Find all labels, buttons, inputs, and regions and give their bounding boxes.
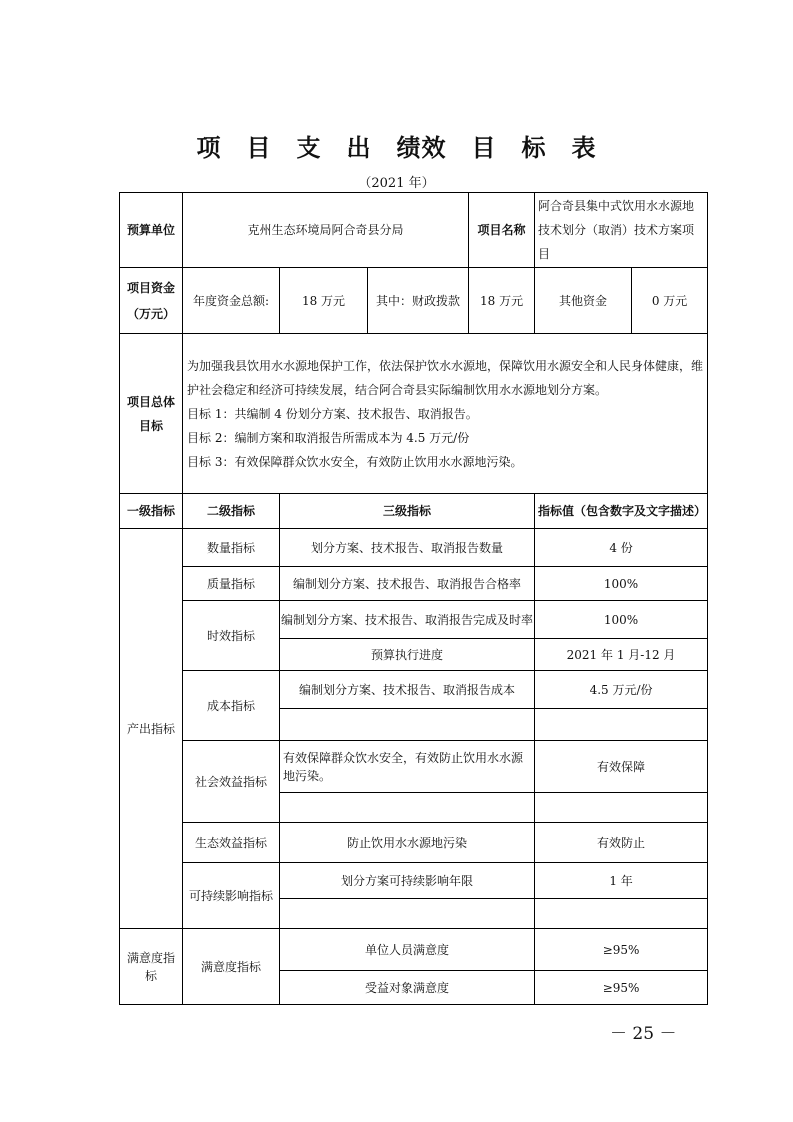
satisfaction-level2: 满意度指标 xyxy=(183,929,280,1005)
value-header: 指标值（包含数字及文字描述） xyxy=(535,494,708,529)
social-value: 有效保障 xyxy=(535,741,708,793)
satisfaction-item1: 单位人员满意度 xyxy=(280,929,535,971)
timeliness-label: 时效指标 xyxy=(183,601,280,671)
other-funds-label: 其他资金 xyxy=(535,268,632,334)
funds-label-line1: 项目资金 xyxy=(126,280,175,295)
sustainable-value-empty xyxy=(535,899,708,929)
social-value-empty xyxy=(535,793,708,823)
satisfaction-item2: 受益对象满意度 xyxy=(280,971,535,1005)
sustainable-label: 可持续影响指标 xyxy=(183,863,280,929)
page-title: 项 目 支 出 绩效 目 标 表 xyxy=(196,134,597,162)
project-name-label: 项目名称 xyxy=(469,193,535,268)
funds-label-line2: （万元） xyxy=(126,306,175,321)
overall-goal-line: 为加强我县饮用水水源地保护工作，依法保护饮水水源地，保障饮用水源安全和人民身体健康，维护社会稳定和经济可持续发展，结合阿合奇县实际编制饮用水水源地划分方案。 xyxy=(187,358,704,397)
other-funds-value: 0 万元 xyxy=(632,268,708,334)
overall-goal-text xyxy=(183,334,708,494)
quantity-value: 4 份 xyxy=(535,529,708,567)
project-name-value: 阿合奇县集中式饮用水水源地技术划分（取消）技术方案项目 xyxy=(535,193,708,268)
sustainable-item: 划分方案可持续影响年限 xyxy=(280,863,535,899)
social-label: 社会效益指标 xyxy=(183,741,280,823)
fiscal-label: 其中：财政拨款 xyxy=(368,268,469,334)
quality-label: 质量指标 xyxy=(183,567,280,601)
fiscal-value: 18 万元 xyxy=(469,268,535,334)
ecological-value: 有效防止 xyxy=(535,823,708,863)
cost-item-empty xyxy=(280,709,535,741)
sustainable-item-empty xyxy=(280,899,535,929)
annual-total-value: 18 万元 xyxy=(280,268,368,334)
timeliness-value2: 2021 年 1 月-12 月 xyxy=(535,639,708,671)
overall-goal-label: 项目总体目标 xyxy=(120,334,183,494)
quality-item: 编制划分方案、技术报告、取消报告合格率 xyxy=(280,567,535,601)
page-number: － 25 － xyxy=(610,1024,677,1044)
ecological-item: 防止饮用水水源地污染 xyxy=(280,823,535,863)
ecological-label: 生态效益指标 xyxy=(183,823,280,863)
cost-value-empty xyxy=(535,709,708,741)
satisfaction-value2: ≥95% xyxy=(535,971,708,1005)
budget-unit-value: 克州生态环境局阿合奇县分局 xyxy=(183,193,469,268)
timeliness-item1: 编制划分方案、技术报告、取消报告完成及时率 xyxy=(280,601,535,639)
funds-label xyxy=(120,268,183,334)
social-item: 有效保障群众饮水安全，有效防止饮用水水源地污染。 xyxy=(280,741,535,793)
quantity-label: 数量指标 xyxy=(183,529,280,567)
performance-goal-table xyxy=(119,192,708,1005)
level3-header: 三级指标 xyxy=(280,494,535,529)
timeliness-value1: 100% xyxy=(535,601,708,639)
cost-label: 成本指标 xyxy=(183,671,280,741)
level2-header: 二级指标 xyxy=(183,494,280,529)
overall-goal-line: 目标 2：编制方案和取消报告所需成本为 4.5 万元/份 xyxy=(187,430,470,445)
annual-total-label: 年度资金总额: xyxy=(183,268,280,334)
quality-value: 100% xyxy=(535,567,708,601)
overall-goal-line: 目标 1：共编制 4 份划分方案、技术报告、取消报告。 xyxy=(187,406,478,421)
cost-item: 编制划分方案、技术报告、取消报告成本 xyxy=(280,671,535,709)
satisfaction-level1: 满意度指标 xyxy=(120,929,183,1005)
year-label: （2021 年） xyxy=(358,176,435,191)
overall-goal-line: 目标 3：有效保障群众饮水安全，有效防止饮用水水源地污染。 xyxy=(187,454,523,469)
sustainable-value: 1 年 xyxy=(535,863,708,899)
cost-value: 4.5 万元/份 xyxy=(535,671,708,709)
level1-header: 一级指标 xyxy=(120,494,183,529)
budget-unit-label: 预算单位 xyxy=(120,193,183,268)
quantity-item: 划分方案、技术报告、取消报告数量 xyxy=(280,529,535,567)
social-item-empty xyxy=(280,793,535,823)
output-level1: 产出指标 xyxy=(120,529,183,929)
timeliness-item2: 预算执行进度 xyxy=(280,639,535,671)
satisfaction-value1: ≥95% xyxy=(535,929,708,971)
